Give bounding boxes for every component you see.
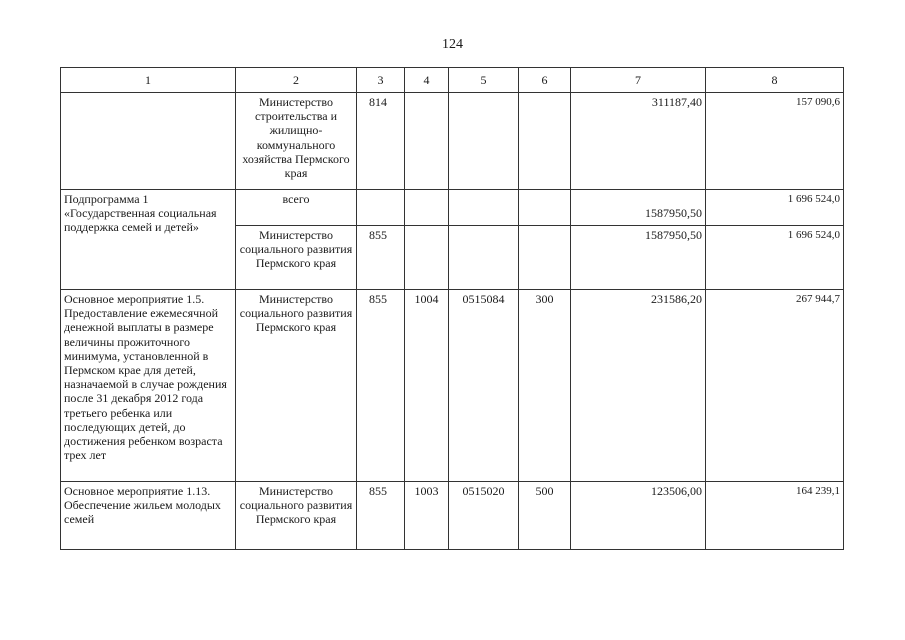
cell-code-section xyxy=(405,226,449,290)
cell-code-type: 300 xyxy=(519,290,571,482)
cell-code-grbs: 855 xyxy=(357,482,405,550)
cell-code-section xyxy=(405,93,449,190)
header-cell: 2 xyxy=(236,68,357,93)
cell-code-section xyxy=(405,190,449,226)
cell-code-target: 0515084 xyxy=(449,290,519,482)
cell-code-grbs: 814 xyxy=(357,93,405,190)
cell-administrator: Министерство социального развития Пермского края xyxy=(236,290,357,482)
cell-amount-col8: 267 944,7 xyxy=(706,290,844,482)
cell-code-grbs xyxy=(357,190,405,226)
table-header-row xyxy=(61,68,844,93)
budget-table xyxy=(60,67,844,550)
cell-code-target xyxy=(449,190,519,226)
header-cell: 1 xyxy=(61,68,236,93)
amount-value: 1587950,50 xyxy=(645,206,702,220)
cell-amount-col7: 123506,00 xyxy=(571,482,706,550)
header-cell: 7 xyxy=(571,68,706,93)
cell-code-type: 500 xyxy=(519,482,571,550)
cell-code-section: 1004 xyxy=(405,290,449,482)
cell-amount-col7: 1587950,50 xyxy=(571,226,706,290)
cell-administrator: Министерство социального развития Пермского края xyxy=(236,226,357,290)
table-row xyxy=(61,290,844,482)
cell-administrator: всего xyxy=(236,190,357,226)
cell-code-target: 0515020 xyxy=(449,482,519,550)
cell-code-grbs: 855 xyxy=(357,226,405,290)
cell-code-type xyxy=(519,226,571,290)
cell-code-grbs: 855 xyxy=(357,290,405,482)
header-cell: 6 xyxy=(519,68,571,93)
cell-administrator: Министерство социального развития Пермского края xyxy=(236,482,357,550)
cell-amount-col7: 311187,40 xyxy=(571,93,706,190)
cell-amount-col8: 157 090,6 xyxy=(706,93,844,190)
cell-amount-col7 xyxy=(571,190,706,226)
table-row xyxy=(61,482,844,550)
cell-code-section: 1003 xyxy=(405,482,449,550)
header-cell: 4 xyxy=(405,68,449,93)
cell-code-type xyxy=(519,190,571,226)
table-row xyxy=(61,190,844,226)
cell-code-target xyxy=(449,93,519,190)
cell-program: Основное мероприятие 1.5. Предоставление ежемесячной денежной выплаты в размере величины прожиточного минимума, установленной в Пермском крае для детей, назначаемой в случае рождения после 31 декабря 2012 года третьего ребенка или последующих детей, до достижения ребенком возраста трех лет xyxy=(61,290,236,482)
cell-amount-col7: 231586,20 xyxy=(571,290,706,482)
cell-amount-col8: 1 696 524,0 xyxy=(706,190,844,226)
cell-code-type xyxy=(519,93,571,190)
header-cell: 5 xyxy=(449,68,519,93)
cell-program: Подпрограмма 1 «Государственная социальная поддержка семей и детей» xyxy=(61,190,236,290)
cell-program xyxy=(61,93,236,190)
page-number: 124 xyxy=(442,37,463,52)
cell-administrator: Министерство строительства и жилищно-коммунального хозяйства Пермского края xyxy=(236,93,357,190)
table-row xyxy=(61,93,844,190)
cell-amount-col8: 1 696 524,0 xyxy=(706,226,844,290)
header-cell: 8 xyxy=(706,68,844,93)
cell-program: Основное мероприятие 1.13. Обеспечение жильем молодых семей xyxy=(61,482,236,550)
header-cell: 3 xyxy=(357,68,405,93)
cell-amount-col8: 164 239,1 xyxy=(706,482,844,550)
cell-code-target xyxy=(449,226,519,290)
